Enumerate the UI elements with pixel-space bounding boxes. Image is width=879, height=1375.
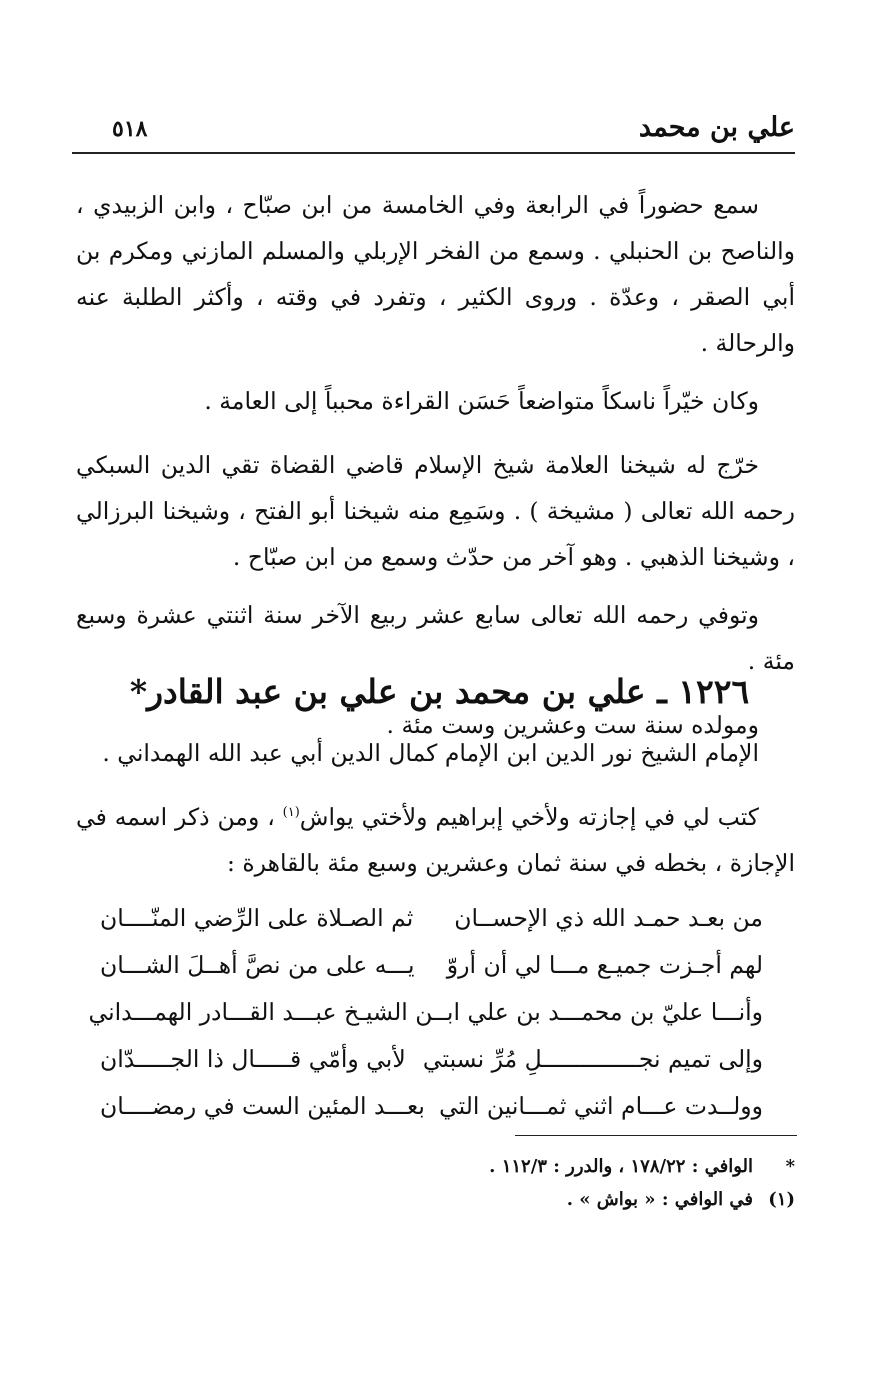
page-header: [72, 112, 795, 150]
footnote: [300, 1150, 795, 1183]
footnote-reference: (١): [282, 805, 300, 821]
entry-text: [76, 730, 795, 898]
poem-verse: [100, 1083, 763, 1130]
poem-verse: [88, 989, 763, 1036]
verse-second-hemistich: ـن الشيـخ عبـــد القـــادر الهمـــداني: [88, 998, 440, 1026]
footnote-mark: *: [785, 1156, 795, 1177]
footnote-mark: (١): [768, 1189, 795, 1210]
poem: [88, 895, 763, 1130]
footnote-text: في الوافي : « بواش » .: [566, 1189, 753, 1210]
paragraph: سمع حضوراً في الرابعة وفي الخامسة من ابن صبّاح ، وابن الزبيدي ، والناصح بن الحنبلي . وسمع من الفخر الإربلي والمسلم المازني ومكرم بن أبي الصقر ، وعدّة . وروى الكثير ، وتفرد في وقته ، وأكثر الطلبة عنه والرحالة .: [76, 191, 795, 357]
page-number: ٥١٨: [112, 116, 148, 142]
paragraph: وتوفي رحمه الله تعالى سابع عشر ربيع الآخر سنة اثنتي عشرة وسبع مئة .: [76, 601, 795, 675]
verse-second-hemistich: يـــه على من نصَّ أهــلَ الشـــان: [100, 951, 415, 979]
entry-paragraph-start: كتب لي في إجازته ولأخي إبراهيم ولأختي يواش: [299, 803, 759, 831]
footnote-text: الوافي : ١٧٨/٢٢ ، والدرر : ١١٢/٣ .: [489, 1156, 753, 1177]
header-rule: [72, 152, 795, 154]
verse-second-hemistich: بعـــد المئين الست في رمضــــان: [100, 1092, 425, 1120]
verse-second-hemistich: ثم الصـلاة على الرِّضي المنّــــان: [100, 904, 414, 932]
verse-second-hemistich: لأبي وأمّي قـــــال ذا الجـــــدّان: [100, 1045, 406, 1073]
verse-first-hemistich: وولــدت عـــام اثني ثمـــانين التي: [439, 1092, 763, 1120]
footnotes: [300, 1150, 795, 1216]
running-title: علي بن محمد: [638, 112, 795, 143]
paragraph: خرّج له شيخنا العلامة شيخ الإسلام قاضي القضاة تقي الدين السبكي رحمه الله تعالى ( مشيخة ) . وسَمِع منه شيخنا أبو الفتح ، وشيخنا البرزالي ، وشيخنا الذهبي . وهو آخر من حدّث وسمع من ابن صبّاح .: [76, 451, 795, 571]
footnote-rule: [515, 1135, 797, 1136]
poem-verse: [100, 1036, 763, 1083]
poem-verse: [100, 942, 763, 989]
entry-intro: الإمام الشيخ نور الدين ابن الإمام كمال الدين أبي عبد الله الهمداني .: [102, 739, 759, 767]
entry-paragraph: [76, 794, 795, 886]
paragraph: ومولده سنة ست وعشرين وست مئة .: [386, 711, 759, 739]
entry-heading: ١٢٢٦ ـ علي بن محمد بن علي بن عبد القادر*: [129, 672, 750, 711]
footnote: [300, 1183, 795, 1216]
verse-first-hemistich: لهم أجـزت جميـع مـــا لي أن أروّ: [446, 951, 763, 979]
entry-paragraph-end: ، ومن ذكر اسمه في الإجازة ، بخطه في سنة ثمان وعشرين وسبع مئة بالقاهرة :: [76, 803, 795, 877]
poem-verse: [100, 895, 763, 942]
paragraph: وكان خيّراً ناسكاً متواضعاً حَسَن القراءة محبباً إلى العامة .: [204, 387, 759, 415]
verse-first-hemistich: وأنـــا عليّ بن محمـــد بن علي ابـ: [440, 998, 763, 1026]
verse-first-hemistich: وإلى تميم نجــــــــــــــلِ مُرِّ نسبتي: [422, 1045, 763, 1073]
verse-first-hemistich: من بعـد حمـد الله ذي الإحســان: [454, 904, 763, 932]
